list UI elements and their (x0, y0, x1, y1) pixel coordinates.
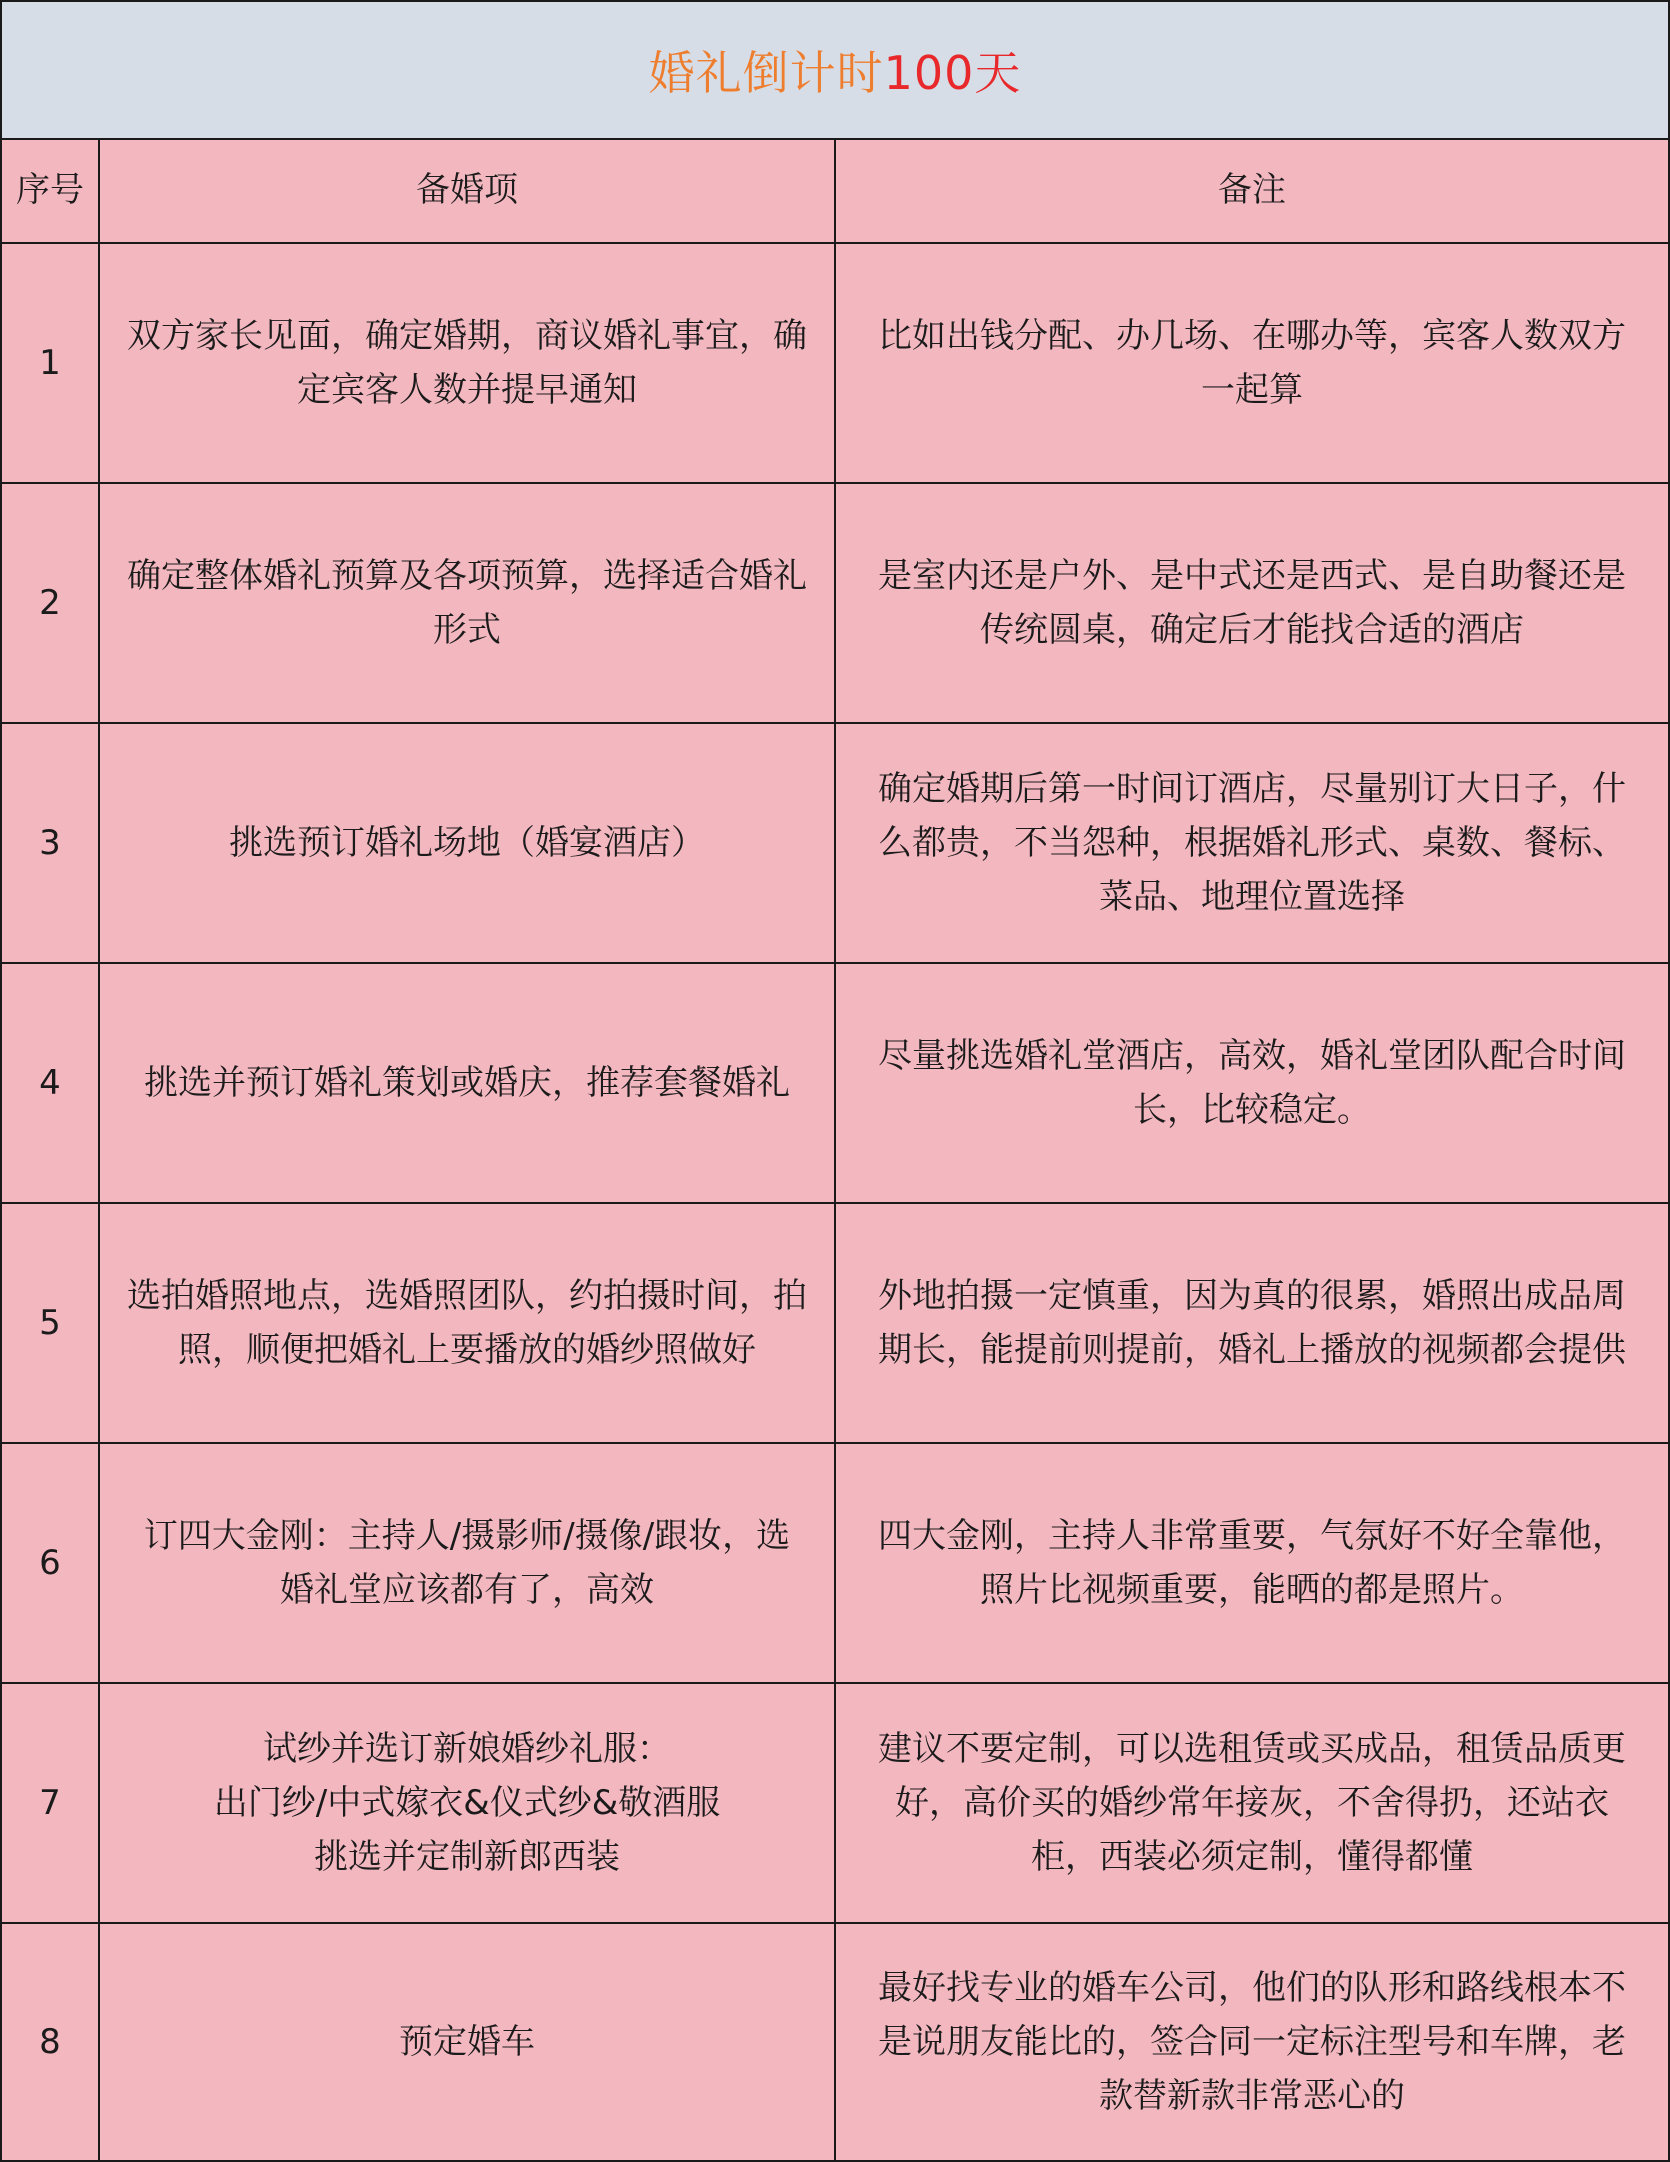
note-cell (834, 1204, 1668, 1442)
item-text: 双方家长见面，确定婚期，商议婚礼事宜，确 定宾客人数并提早通知 (127, 316, 807, 410)
seq-cell (2, 1924, 98, 2160)
seq-cell (2, 244, 98, 482)
note-text: 确定婚期后第一时间订酒店，尽量别订大日子，什 么都贵，不当怨种，根据婚礼形式、桌数、餐标、 菜品、地理位置选择 (878, 769, 1626, 917)
table-row (2, 1204, 1668, 1444)
note-text: 比如出钱分配、办几场、在哪办等，宾客人数双方 一起算 (878, 316, 1626, 410)
seq-cell (2, 1684, 98, 1922)
item-text: 订四大金刚：主持人/摄影师/摄像/跟妆，选 婚礼堂应该都有了，高效 (143, 1516, 791, 1610)
table-row (2, 1684, 1668, 1924)
item-text: 试纱并选订新娘婚纱礼服： 出门纱/中式嫁衣&仪式纱&敬酒服 挑选并定制新郎西装 (213, 1729, 721, 1877)
seq-cell (2, 724, 98, 962)
seq-cell (2, 1204, 98, 1442)
seq-text: 5 (39, 1303, 61, 1343)
note-cell (834, 1684, 1668, 1922)
item-text: 选拍婚照地点，选婚照团队，约拍摄时间，拍 照，顺便把婚礼上要播放的婚纱照做好 (127, 1276, 807, 1370)
note-cell (834, 484, 1668, 722)
note-cell (834, 1444, 1668, 1682)
note-cell (834, 244, 1668, 482)
item-cell (98, 1924, 834, 2160)
note-text: 是室内还是户外、是中式还是西式、是自助餐还是 传统圆桌，确定后才能找合适的酒店 (878, 556, 1626, 650)
item-text: 挑选并预订婚礼策划或婚庆，推荐套餐婚礼 (144, 1063, 790, 1103)
item-cell (98, 1204, 834, 1442)
seq-cell (2, 1444, 98, 1682)
title-accent: 100天 (883, 46, 1022, 100)
item-cell (98, 244, 834, 482)
seq-text: 7 (39, 1783, 61, 1823)
header-seq-label: 序号 (16, 170, 84, 210)
seq-text: 2 (39, 583, 61, 623)
note-text: 外地拍摄一定慎重，因为真的很累，婚照出成品周 期长，能提前则提前，婚礼上播放的视频都会提供 (878, 1276, 1626, 1370)
item-cell (98, 484, 834, 722)
header-note-label: 备注 (1218, 170, 1286, 210)
note-text: 尽量挑选婚礼堂酒店，高效，婚礼堂团队配合时间 长，比较稳定。 (878, 1036, 1626, 1130)
seq-cell (2, 484, 98, 722)
note-text: 最好找专业的婚车公司，他们的队形和路线根本不 是说朋友能比的，签合同一定标注型号和车牌，老 款替新款非常恶心的 (878, 1968, 1626, 2116)
header-item-label: 备婚项 (416, 170, 518, 210)
item-cell (98, 1684, 834, 1922)
title-main: 婚礼倒计时 (648, 46, 884, 100)
seq-text: 4 (39, 1063, 61, 1103)
table-row (2, 964, 1668, 1204)
note-cell (834, 964, 1668, 1202)
seq-text: 6 (39, 1543, 61, 1583)
table-row (2, 484, 1668, 724)
seq-text: 1 (39, 343, 61, 383)
table-row (2, 1444, 1668, 1684)
seq-cell (2, 964, 98, 1202)
header-row (2, 138, 1668, 244)
item-cell (98, 964, 834, 1202)
seq-text: 8 (39, 2022, 61, 2062)
note-cell (834, 724, 1668, 962)
table-row (2, 244, 1668, 484)
title-bar (2, 2, 1668, 140)
item-text: 预定婚车 (399, 2022, 535, 2062)
note-text: 建议不要定制，可以选租赁或买成品，租赁品质更 好，高价买的婚纱常年接灰，不舍得扔，还站衣 柜，西装必须定制，懂得都懂 (878, 1729, 1626, 1877)
header-note (834, 138, 1668, 242)
note-cell (834, 1924, 1668, 2160)
header-item (98, 138, 834, 242)
seq-text: 3 (39, 823, 61, 863)
item-text: 确定整体婚礼预算及各项预算，选择适合婚礼 形式 (127, 556, 807, 650)
table-row (2, 1924, 1668, 2160)
item-cell (98, 724, 834, 962)
note-text: 四大金刚，主持人非常重要，气氛好不好全靠他， 照片比视频重要，能晒的都是照片。 (878, 1516, 1626, 1610)
item-cell (98, 1444, 834, 1682)
header-seq (2, 138, 98, 242)
item-text: 挑选预订婚礼场地（婚宴酒店） (229, 823, 705, 863)
table-row (2, 724, 1668, 964)
